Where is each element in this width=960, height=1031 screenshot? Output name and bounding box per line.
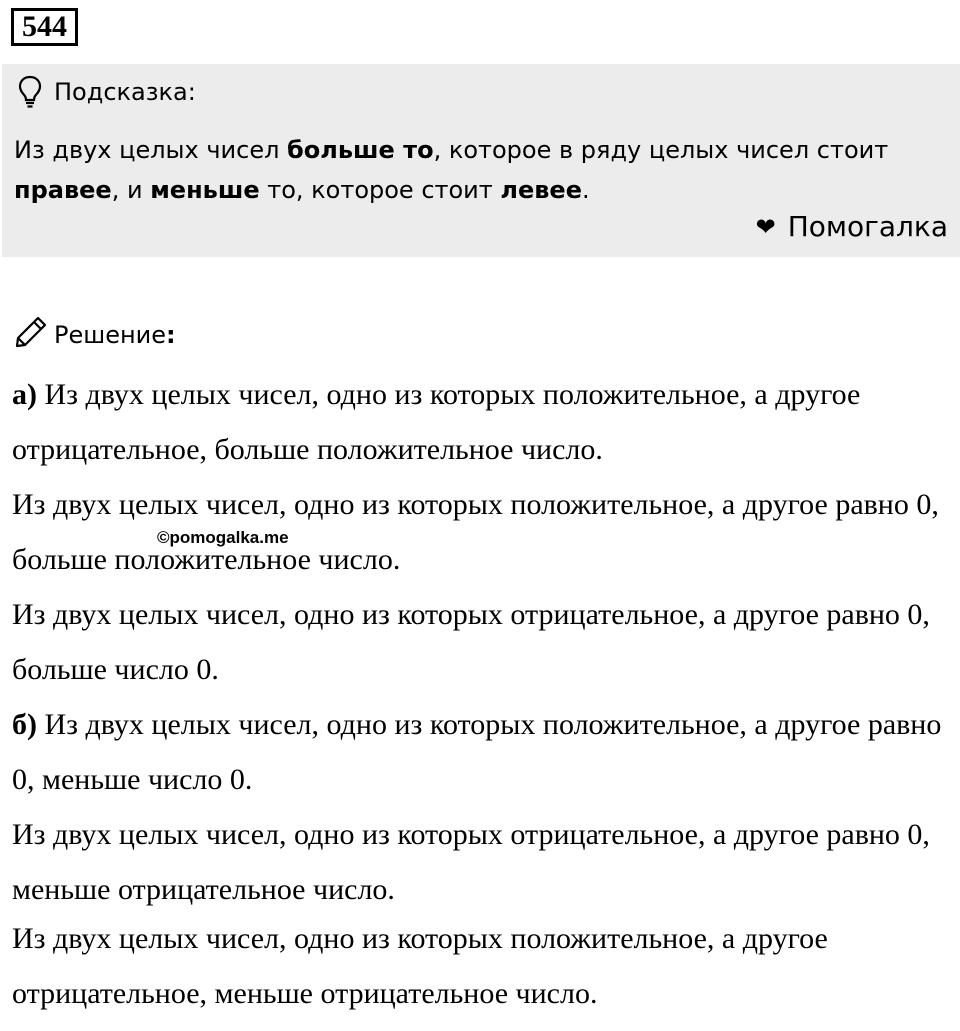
hint-box bbox=[2, 64, 960, 257]
solution-paragraph: б) Из двух целых чисел, одно из которых положительное, а другое равно 0, меньше число 0. bbox=[12, 708, 942, 796]
part-a-label: а) bbox=[12, 378, 37, 411]
task-number: 544 bbox=[11, 8, 78, 46]
lightbulb-icon bbox=[18, 75, 42, 109]
pencil-icon bbox=[14, 315, 48, 354]
part-b-label: б) bbox=[12, 708, 37, 741]
solution-paragraph: а) Из двух целых чисел, одно из которых положительное, а другое отрицательное, больше положительное число. bbox=[12, 378, 861, 466]
brand-label bbox=[756, 210, 948, 243]
solution-paragraph: Из двух целых чисел, одно из которых отрицательное, а другое равно 0, больше число 0. bbox=[12, 598, 930, 686]
watermark: ©pomogalka.me bbox=[157, 528, 289, 547]
solution-body bbox=[12, 367, 952, 1021]
solution-paragraph: Из двух целых чисел, одно из которых положительное, а другое равно 0, больше положительное число. bbox=[12, 488, 939, 576]
solution-header bbox=[14, 315, 176, 354]
solution-paragraph: Из двух целых чисел, одно из которых положительное, а другое отрицательное, меньше отрицательное число. bbox=[12, 922, 828, 1010]
hint-title: Подсказка: bbox=[54, 78, 196, 106]
hint-header bbox=[18, 74, 196, 110]
solution-paragraph: Из двух целых чисел, одно из которых отрицательное, а другое равно 0, меньше отрицательное число. bbox=[12, 818, 930, 906]
heart-icon: ❤ bbox=[755, 212, 776, 241]
hint-text: Из двух целых чисел больше то, которое в ряду целых чисел стоит правее, и меньше то, которое стоит левее. bbox=[14, 136, 889, 204]
brand-name: Помогалка bbox=[787, 210, 948, 243]
solution-title: Решение: bbox=[54, 320, 176, 349]
